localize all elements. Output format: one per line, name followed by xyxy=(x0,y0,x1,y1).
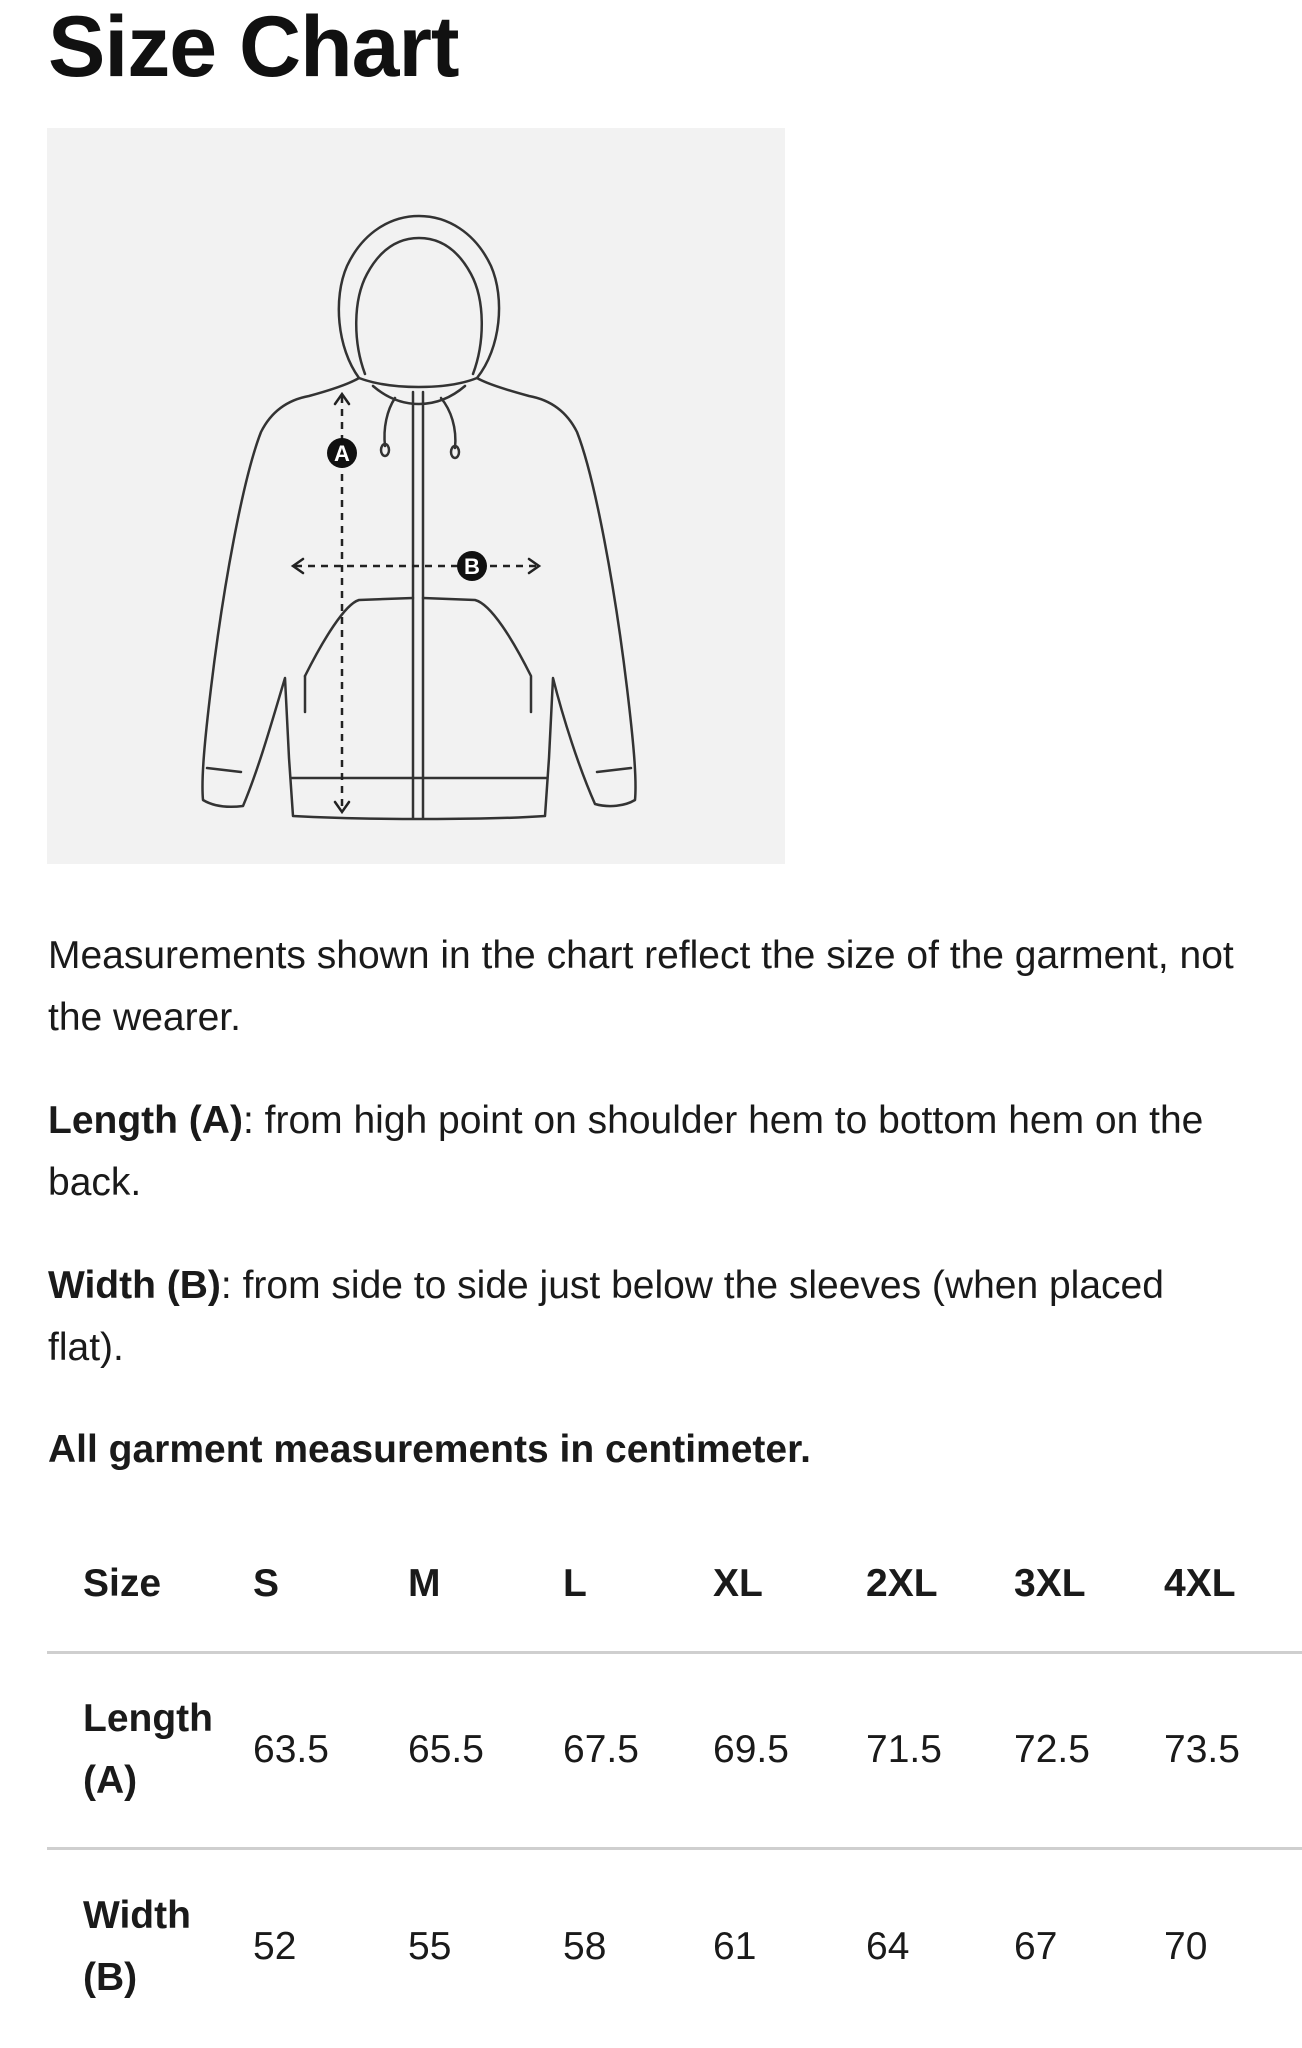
table-cell: 58 xyxy=(563,1924,607,1968)
row-label-line1: Width xyxy=(83,1893,191,1937)
hood-outline xyxy=(339,216,499,378)
header-size-s: S xyxy=(253,1518,408,1652)
table-cell: 61 xyxy=(713,1924,757,1968)
hoodie-illustration xyxy=(47,128,785,864)
hood-opening xyxy=(356,238,482,374)
table-row-length xyxy=(47,1652,1302,1848)
table-header-row xyxy=(47,1518,1302,1652)
row-label-length xyxy=(47,1652,253,1848)
table-cell: 55 xyxy=(408,1924,452,1968)
header-size-2xl: 2XL xyxy=(866,1518,1014,1652)
length-definition xyxy=(48,1090,1248,1214)
hoodie-body-outline xyxy=(202,378,635,819)
table-cell: 70 xyxy=(1164,1924,1208,1968)
marker-b-label: B xyxy=(464,554,480,579)
table-cell: 65.5 xyxy=(408,1652,563,1848)
intro-text: Measurements shown in the chart reflect the size of the garment, not the wearer. xyxy=(48,934,1234,1039)
header-size-xl: XL xyxy=(713,1518,866,1652)
size-table xyxy=(47,1518,1302,2044)
header-size-4xl: 4XL xyxy=(1164,1518,1302,1652)
drawstring-right xyxy=(441,398,455,448)
table-cell: 67 xyxy=(1014,1924,1058,1968)
table-cell: 63.5 xyxy=(253,1652,408,1848)
table-row-width xyxy=(47,1848,1302,2044)
table-cell: 73.5 xyxy=(1164,1652,1302,1848)
table-cell: 69.5 xyxy=(713,1652,866,1848)
length-description: : from high point on shoulder hem to bottom hem on the back. xyxy=(48,1099,1204,1204)
row-label-line2: (B) xyxy=(83,1955,138,1999)
kangaroo-pocket xyxy=(305,598,531,712)
row-label-line1: Length xyxy=(83,1697,213,1740)
marker-a-label: A xyxy=(334,441,350,466)
table-cell: 67.5 xyxy=(563,1652,713,1848)
header-size-m: M xyxy=(408,1518,563,1652)
row-label-width xyxy=(47,1848,253,2044)
header-size-l: L xyxy=(563,1518,713,1652)
table-cell: 71.5 xyxy=(866,1652,1014,1848)
hoodie-measurement-diagram xyxy=(47,128,785,864)
drawstring-left xyxy=(384,398,395,446)
table-cell: 72.5 xyxy=(1014,1652,1164,1848)
header-size-3xl: 3XL xyxy=(1014,1518,1164,1652)
width-description: : from side to side just below the sleeves (when placed flat). xyxy=(48,1264,1164,1369)
length-term: Length (A) xyxy=(48,1099,243,1142)
row-label-line2: (A) xyxy=(83,1759,138,1802)
marker-b xyxy=(457,551,487,581)
page-title: Size Chart xyxy=(48,0,459,95)
width-definition xyxy=(48,1255,1248,1379)
table-cell: 64 xyxy=(866,1924,910,1968)
header-size-label: Size xyxy=(47,1518,253,1652)
table-cell: 52 xyxy=(253,1924,297,1968)
marker-a xyxy=(327,438,357,468)
units-note: All garment measurements in centimeter. xyxy=(48,1428,811,1471)
width-term: Width (B) xyxy=(48,1264,221,1307)
